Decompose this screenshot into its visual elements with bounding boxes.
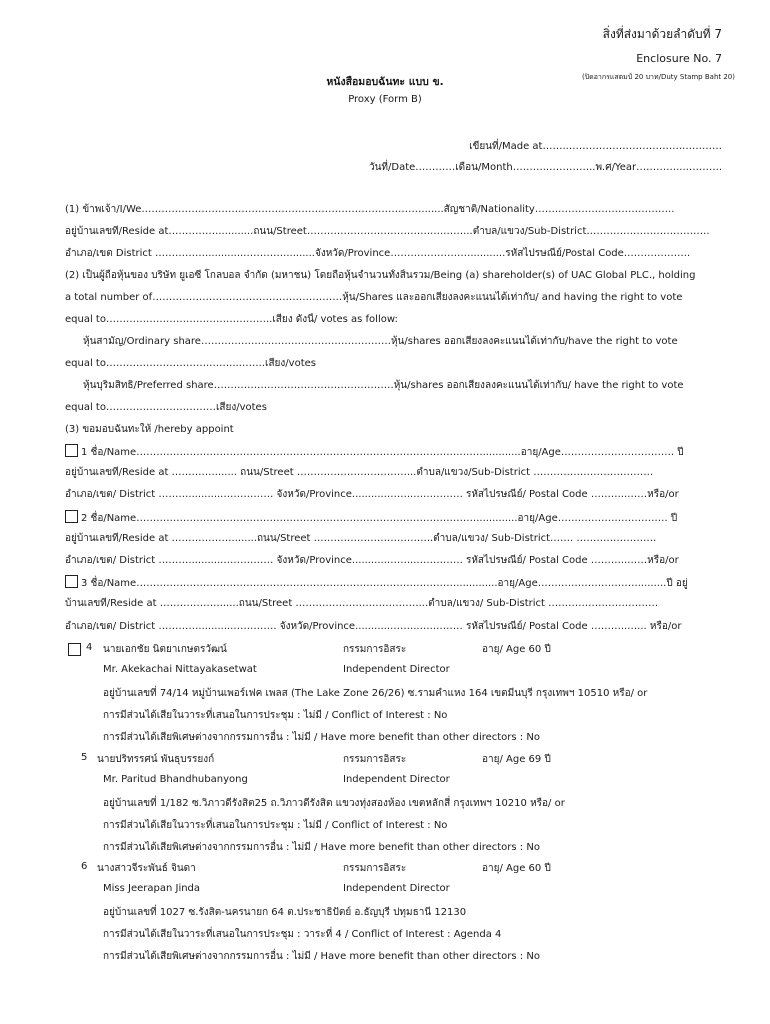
form-title-thai: หนังสือมอบฉันทะ แบบ ข. bbox=[326, 76, 444, 88]
shares-line-3: equal to…………………………………………..เสียง ดังนี้/ votes as follow: bbox=[65, 314, 398, 325]
director-6-address: อยู่บ้านเลขที่ 1027 ซ.รังสิต-นครนายก 64 ต.ประชาธิปัตย์ อ.ธัญบุรี ปทุมธานี 12130 bbox=[103, 907, 467, 918]
director-5-position-th: กรรมการอิสระ bbox=[343, 754, 407, 765]
proxy-2-district-line: อำเภอ/เขต/ District ………...........…………… จังหวัด/Province...........……...….………. รหัสไปรษณีย์/ Postal Code ………..……หรือ/or bbox=[65, 555, 679, 566]
director-4-age: อายุ/ Age 60 ปี bbox=[482, 644, 551, 655]
proxy-2-name-line bbox=[65, 510, 722, 524]
director-6-position-th: กรรมการอิสระ bbox=[343, 863, 407, 874]
director-5-position-en: Independent Director bbox=[343, 774, 450, 785]
proxy-1-district-line: อำเภอ/เขต/ District ………...........…………… จังหวัด/Province...........……...….………. รหัสไปรษณีย์/ Postal Code ………..……หรือ/or bbox=[65, 489, 679, 500]
shareholder-address-line: อยู่บ้านเลขที่/Reside at……………...........ถนน/Street……………………………….….……...ตำบล/แขวง/Sub-District………………………………. bbox=[65, 226, 710, 237]
director-5-number: 5 bbox=[81, 752, 88, 763]
preferred-share-line: หุ้นบุริมสิทธิ/Preferred share………………………………………………หุ้น/shares ออกเสียงลงคะแนนได้เท่ากับ/ have the right to vote bbox=[83, 380, 684, 391]
stamp-note: (ปิดอากรแสตมป์ 20 บาท/Duty Stamp Baht 20) bbox=[582, 73, 735, 81]
director-5-name-th: นายปริทรรศน์ พันธุบรรยงก์ bbox=[97, 754, 215, 765]
director-6-position-en: Independent Director bbox=[343, 883, 450, 894]
date-line: วันที่/Date…………เดือน/Month………..…………..พ.ศ/Year…………...……….. bbox=[368, 162, 722, 173]
director-5-benefit: การมีส่วนได้เสียพิเศษต่างจากกรรมการอื่น : ไม่มี / Have more benefit than other directors : No bbox=[103, 842, 540, 853]
proxy-3-district-line: อำเภอ/เขต/ District …………...........…………. จังหวัด/Province...........……...….……… รหัสไปรษณีย์/ Postal Code ………..…... หรือ/or bbox=[65, 621, 682, 632]
director-4-benefit: การมีส่วนได้เสียพิเศษต่างจากกรรมการอื่น : ไม่มี / Have more benefit than other directors : No bbox=[103, 732, 540, 743]
ordinary-share-line: หุ้นสามัญ/Ordinary share…………………………………………………หุ้น/shares ออกเสียงลงคะแนนได้เท่ากับ/have the right to vote bbox=[83, 336, 678, 347]
director-5-age: อายุ/ Age 69 ปี bbox=[482, 754, 551, 765]
director-5-address: อยู่บ้านเลขที่ 1/182 ซ.วิภาวดีรังสิต25 ถ.วิภาวดีรังสิต แขวงทุ่งสองห้อง เขตหลักสี่ กรุงเทพฯ 10210 หรือ/ or bbox=[103, 798, 565, 809]
shareholder-name-line: (1) ข้าพเจ้า/I/We………………………………………………………………………….......สัญชาติ/Nationality…….…………………………….. bbox=[65, 204, 675, 215]
director-4-conflict: การมีส่วนได้เสียในวาระที่เสนอในการประชุม : ไม่มี / Conflict of Interest : No bbox=[103, 710, 448, 721]
director-4-position-th: กรรมการอิสระ bbox=[343, 644, 407, 655]
director-4-number: 4 bbox=[86, 642, 93, 653]
appoint-heading: (3) ขอมอบฉันทะให้ /hereby appoint bbox=[65, 424, 234, 435]
proxy-3-checkbox[interactable] bbox=[65, 575, 78, 588]
director-5-conflict: การมีส่วนได้เสียในวาระที่เสนอในการประชุม : ไม่มี / Conflict of Interest : No bbox=[103, 820, 448, 831]
proxy-2-reside-line: อยู่บ้านเลขที่/Reside at ………………........ถนน/Street ……………………….……..ตำบล/แขวง/ Sub-District……. …………………… bbox=[65, 533, 657, 544]
director-6-conflict: การมีส่วนได้เสียในวาระที่เสนอในการประชุม : วาระที่ 4 / Conflict of Interest : Agenda 4 bbox=[103, 929, 502, 940]
proxy-1-name: 1 ชื่อ/Name…………………………………………………………………………………….…….............อายุ/Age……………………………. ปี bbox=[81, 447, 684, 458]
director-4-position-en: Independent Director bbox=[343, 664, 450, 675]
form-title-english: Proxy (Form B) bbox=[348, 94, 422, 105]
shares-line-1: (2) เป็นผู้ถือหุ้นของ บริษัท ยูเอซี โกลบอล จำกัด (มหาชน) โดยถือหุ้นจำนวนทั้งสิ้นรวม/Being (a) shareholder(s) of UAC Global PLC., holding bbox=[65, 270, 696, 281]
enclosure-number: Enclosure No. 7 bbox=[636, 52, 722, 65]
proxy-2-checkbox[interactable] bbox=[65, 510, 78, 523]
proxy-3-name: 3 ชื่อ/Name…………………………………………………………………………………….............อายุ/Age………………………….........ปี อยู่ bbox=[81, 578, 688, 589]
director-6-name-th: นางสาวจีระพันธ์ จินดา bbox=[97, 863, 196, 874]
director-4-checkbox[interactable] bbox=[68, 643, 81, 656]
shares-line-2: a total number of…………………………………………………หุ้น/Shares และออกเสียงลงคะแนนได้เท่ากับ/ and having the right to vote bbox=[65, 292, 683, 303]
proxy-2-name: 2 ชื่อ/Name………………………………………………………………………………………….............อายุ/Age…………………………… ปี bbox=[81, 513, 678, 524]
proxy-3-reside-line: บ้านเลขที่/Reside at ………………......ถนน/Street …………………….…………...ตำบล/แขวง/ Sub-District …………………………… bbox=[65, 598, 659, 609]
made-at-line: เขียนที่/Made at……..…………………………….………… bbox=[469, 141, 722, 152]
director-6-name-en: Miss Jeerapan Jinda bbox=[103, 883, 201, 894]
director-4-name-th: นายเอกชัย นิตยาเกษตรวัฒน์ bbox=[103, 644, 227, 655]
shareholder-district-line: อำเภอ/เขต District ……………............…………..........จังหวัด/Province……………………...........รหัสไปรษณีย์/Postal Code……………….. bbox=[65, 248, 691, 259]
director-6-number: 6 bbox=[81, 861, 88, 872]
director-5-name-en: Mr. Paritud Bhandhubanyong bbox=[103, 774, 248, 785]
director-6-age: อายุ/ Age 60 ปี bbox=[482, 863, 551, 874]
director-4-address: อยู่บ้านเลขที่ 74/14 หมู่บ้านเพอร์เฟค เพลส (The Lake Zone 26/26) ซ.รามคำแหง 164 เขตมีนบุรี กรุงเทพฯ 10510 หรือ/ or bbox=[103, 688, 648, 699]
proxy-1-name-line bbox=[65, 444, 722, 458]
proxy-1-reside-line: อยู่บ้านเลขที่/Reside at …………........ ถนน/Street ……………………………...ตำบล/แขวง/Sub-District ……………………………… bbox=[65, 467, 654, 478]
director-4-name-en: Mr. Akekachai Nittayakasetwat bbox=[103, 664, 257, 675]
proxy-1-checkbox[interactable] bbox=[65, 444, 78, 457]
ordinary-votes-line: equal to………………………….……...……..เสียง/votes bbox=[65, 358, 316, 369]
preferred-votes-line: equal to……………………………เสียง/votes bbox=[65, 402, 267, 413]
director-6-benefit: การมีส่วนได้เสียพิเศษต่างจากกรรมการอื่น : ไม่มี / Have more benefit than other directors : No bbox=[103, 951, 540, 962]
attachment-number: สิ่งที่ส่งมาด้วยลำดับที่ 7 bbox=[602, 27, 722, 41]
proxy-3-name-line bbox=[65, 575, 722, 589]
